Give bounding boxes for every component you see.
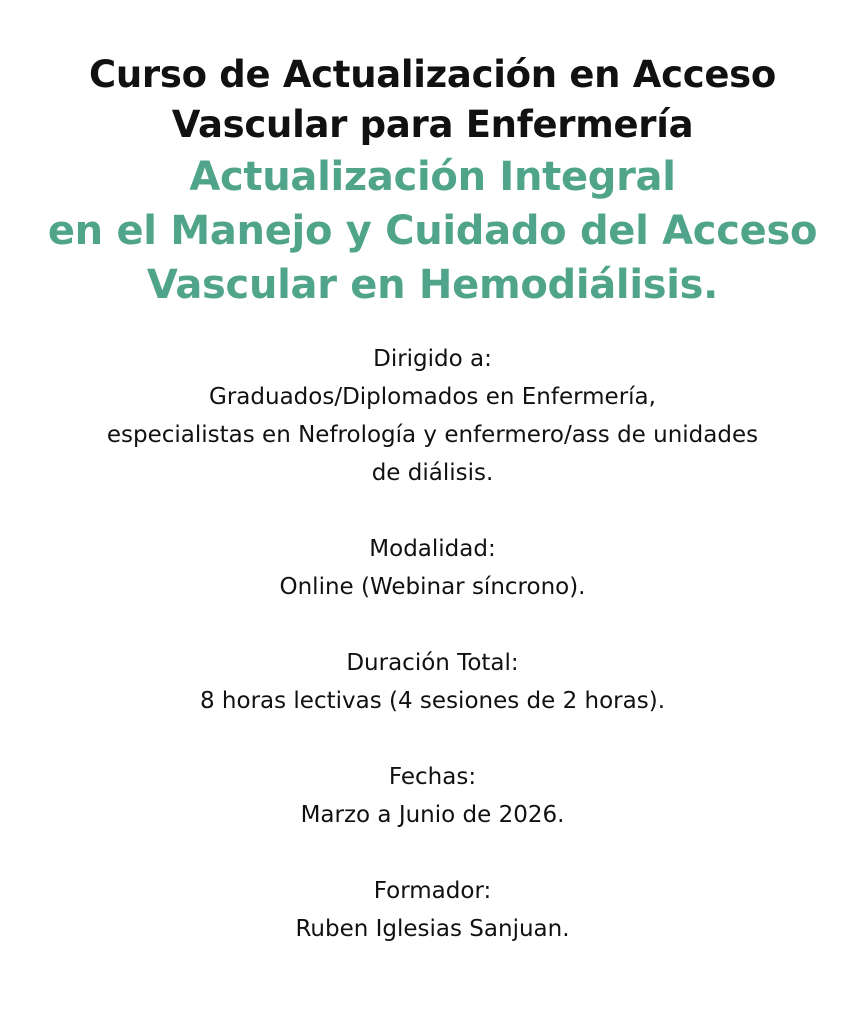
section-duracion — [0, 644, 865, 720]
section-fechas — [0, 758, 865, 834]
section-text: Ruben Iglesias Sanjuan. — [295, 916, 570, 942]
section-formador — [0, 872, 865, 948]
section-heading: Modalidad: — [369, 536, 496, 562]
spacer — [0, 606, 865, 644]
section-heading: Dirigido a: — [373, 346, 492, 372]
course-subtitle-line: Vascular en Hemodiálisis. — [146, 262, 719, 308]
section-dirigido — [0, 340, 865, 492]
section-text: Graduados/Diplomados en Enfermería, — [209, 384, 656, 410]
course-title-line: Vascular para Enfermería — [171, 103, 694, 146]
section-text: Online (Webinar síncrono). — [279, 574, 586, 600]
section-text: 8 horas lectivas (4 sesiones de 2 horas). — [199, 688, 666, 714]
section-heading: Formador: — [373, 878, 492, 904]
section-text: especialistas en Nefrología y enfermero/ass de unidades — [106, 422, 759, 448]
section-heading: Fechas: — [388, 764, 477, 790]
course-title — [0, 50, 865, 150]
section-modalidad — [0, 530, 865, 606]
spacer — [0, 834, 865, 872]
section-text: de diálisis. — [371, 460, 494, 486]
course-subtitle-line: en el Manejo y Cuidado del Acceso — [47, 208, 818, 254]
spacer — [0, 492, 865, 530]
course-info — [0, 340, 865, 948]
section-heading: Duración Total: — [346, 650, 519, 676]
section-text: Marzo a Junio de 2026. — [300, 802, 565, 828]
course-title-line: Curso de Actualización en Acceso — [89, 53, 776, 96]
spacer — [0, 720, 865, 758]
course-subtitle — [0, 150, 865, 312]
course-subtitle-line: Actualización Integral — [189, 154, 676, 200]
